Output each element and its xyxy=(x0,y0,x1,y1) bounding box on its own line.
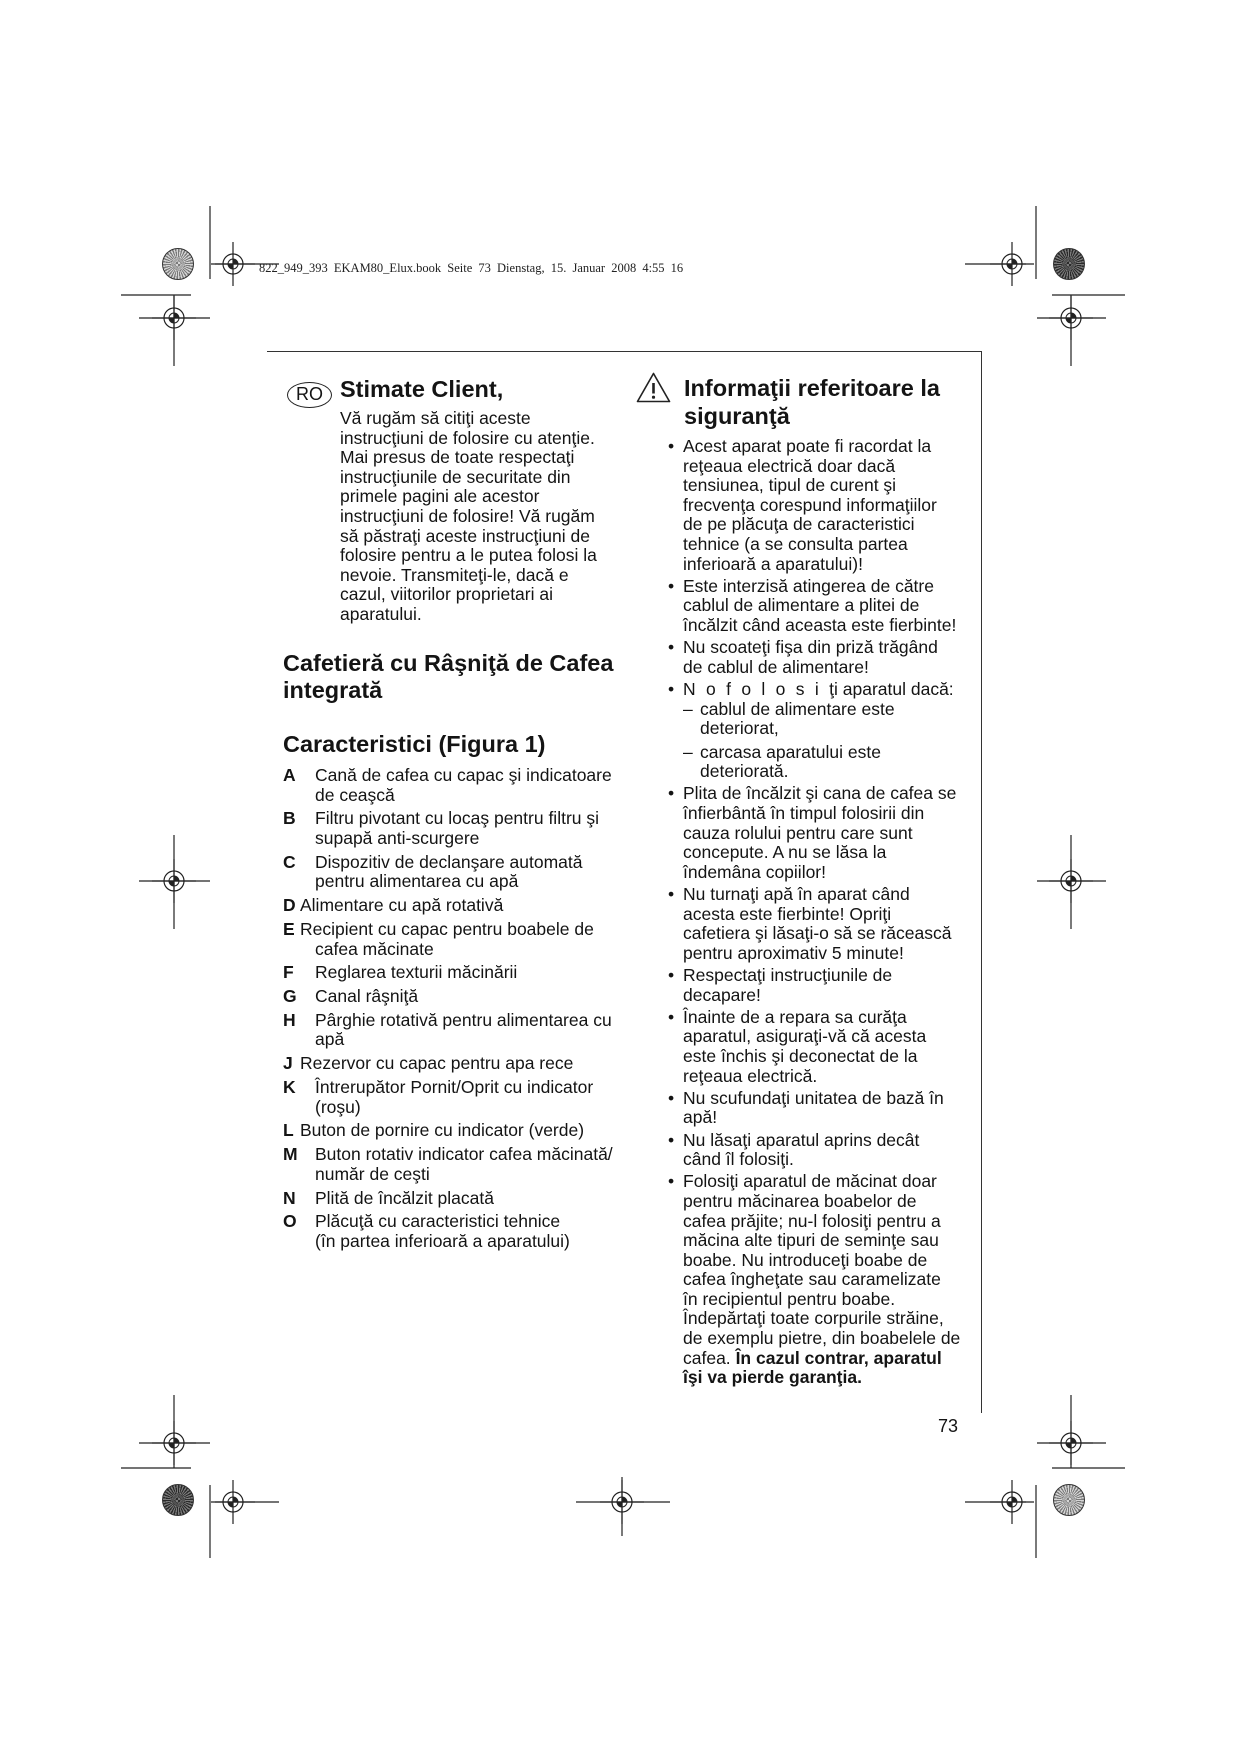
feature-item xyxy=(283,963,613,983)
spaced-lead-text: N o f o l o s i xyxy=(683,678,819,699)
text-line: reţeaua electrică. xyxy=(683,1065,818,1086)
feature-letter: J xyxy=(283,1053,293,1074)
text-line: Îndepărtaţi toate corpurile străine, xyxy=(683,1308,944,1329)
text-line: Nu scoateţi fişa din priză trăgând xyxy=(683,637,938,658)
feature-letter: G xyxy=(283,986,297,1007)
text-line: Este interzisă atingerea de către xyxy=(683,575,934,596)
text-line: de cablul de alimentare! xyxy=(683,656,869,677)
text-line: deteriorată. xyxy=(700,761,789,782)
bullet-marker: • xyxy=(668,783,675,804)
safety-item-text xyxy=(683,784,960,882)
safety-item xyxy=(668,1008,960,1086)
feature-letter: N xyxy=(283,1187,296,1208)
text-line: măcina alte tipuri de seminţe sau xyxy=(683,1230,939,1251)
text-line: Pârghie rotativă pentru alimentarea cu xyxy=(315,1009,612,1030)
safety-sub-item xyxy=(683,700,960,739)
text-line: Dispozitiv de declanşare automată xyxy=(315,851,583,872)
feature-letter: F xyxy=(283,962,294,983)
safety-item xyxy=(668,1089,960,1128)
features-heading: Caracteristici (Figura 1) xyxy=(283,731,546,757)
feature-item xyxy=(283,987,613,1007)
safety-item-text xyxy=(683,1131,960,1170)
feature-description xyxy=(315,766,613,805)
feature-letter: H xyxy=(283,1009,296,1030)
text-line: de exemplu pietre, din boabelele de xyxy=(683,1328,961,1349)
bullet-marker: • xyxy=(668,1171,675,1192)
text-line: Recipient cu capac pentru boabele de xyxy=(300,918,594,939)
text-line: Nu lăsaţi aparatul aprins decât xyxy=(683,1129,920,1150)
dash-marker: – xyxy=(683,741,693,762)
text-line: în recipientul pentru boabe. xyxy=(683,1288,896,1309)
bullet-marker: • xyxy=(668,884,675,905)
text-line: tehnice (a se consulta partea xyxy=(683,533,908,554)
feature-description xyxy=(300,1053,613,1074)
text-line: pentru alimentarea cu apă xyxy=(315,871,519,892)
text-line: încălzit când aceasta este fierbinte! xyxy=(683,614,957,635)
registration-mark xyxy=(1049,296,1093,340)
registration-mark xyxy=(990,242,1034,286)
registration-mark xyxy=(211,242,255,286)
registration-mark xyxy=(1049,1421,1093,1465)
feature-description xyxy=(300,1120,613,1141)
feature-description xyxy=(315,1145,613,1184)
safety-item xyxy=(668,885,960,963)
bullet-marker: • xyxy=(668,965,675,985)
registration-mark xyxy=(152,296,196,340)
text-line: pentru aproximativ 5 minute! xyxy=(683,942,904,963)
text-line: Filtru pivotant cu locaş pentru filtru şi xyxy=(315,808,600,829)
text-line: acesta este fierbinte! Opriţi xyxy=(683,903,892,924)
safety-heading-line: Informaţii referitoare la xyxy=(684,375,940,401)
feature-item xyxy=(283,766,613,805)
warranty-warning: În cazul contrar, aparatul xyxy=(735,1347,942,1368)
feature-item xyxy=(283,1212,613,1251)
feature-description xyxy=(315,853,613,892)
text-line: Alimentare cu apă rotativă xyxy=(300,895,504,916)
feature-item xyxy=(283,1011,613,1050)
text-line: cafetiera şi lăsaţi-o să se răcească xyxy=(683,923,952,944)
text-line: aparatul, asiguraţi-vă că acesta xyxy=(683,1026,927,1047)
text-line: când îl folosiţi. xyxy=(683,1149,794,1170)
text-line: apă xyxy=(315,1029,345,1050)
text-line: apă! xyxy=(683,1107,718,1128)
safety-item xyxy=(668,1172,960,1388)
language-badge: RO xyxy=(287,382,332,408)
feature-letter: D xyxy=(283,895,296,916)
feature-item xyxy=(283,920,613,959)
text-line: Buton de pornire cu indicator (verde) xyxy=(300,1120,585,1141)
text-line: cafea măcinate xyxy=(315,938,434,959)
text-line: să păstraţi aceste instrucţiuni de xyxy=(340,525,590,546)
text-line: supapă anti-scurgere xyxy=(315,827,480,848)
feature-description xyxy=(315,1011,613,1050)
safety-item-text xyxy=(683,1008,960,1086)
feature-description xyxy=(315,963,613,983)
text-line: Plita de încălzit şi cana de cafea se xyxy=(683,783,957,804)
dash-marker: – xyxy=(683,698,693,719)
text-line: Folosiţi aparatul de măcinat doar xyxy=(683,1171,937,1192)
text-line: frecvenţa corespund informaţiilor xyxy=(683,494,937,515)
product-title-line: Cafetieră cu Râşniţă de Cafea xyxy=(283,650,614,676)
safety-item xyxy=(668,680,960,782)
feature-item xyxy=(283,1189,613,1209)
feature-letter: E xyxy=(283,918,295,939)
feature-letter: L xyxy=(283,1120,294,1141)
text-line: Rezervor cu capac pentru apa rece xyxy=(300,1053,574,1074)
feature-letter: B xyxy=(283,808,296,829)
print-file-info: 822_949_393 EKAM80_Elux.book Seite 73 Dienstag, 15. Januar 2008 4:55 16 xyxy=(259,261,684,275)
warning-triangle-icon xyxy=(636,372,671,403)
registration-mark xyxy=(152,859,196,903)
safety-item-text xyxy=(683,966,960,1005)
text-line: cablul de alimentare a plitei de xyxy=(683,595,920,616)
text-line: boabe. Nu introduceţi boabe de xyxy=(683,1249,928,1270)
color-registration-mark xyxy=(1053,1484,1085,1516)
safety-item-text xyxy=(683,577,960,636)
feature-description xyxy=(300,895,613,916)
registration-mark xyxy=(990,1480,1034,1524)
text-line: inferioară a aparatului)! xyxy=(683,553,863,574)
bullet-marker: • xyxy=(668,1129,675,1150)
text-line: aparatului. xyxy=(340,603,422,624)
text-line: Plăcuţă cu caracteristici tehnice xyxy=(315,1211,561,1232)
safety-list xyxy=(668,437,960,1388)
feature-letter: K xyxy=(283,1077,296,1097)
safety-item xyxy=(668,966,960,1005)
text-line: cafea îngheţate sau caramelizate xyxy=(683,1269,941,1290)
crop-lines xyxy=(121,206,1125,1558)
text-line: Acest aparat poate fi racordat la xyxy=(683,436,932,456)
text-line: cablul de alimentare este xyxy=(700,698,895,719)
bullet-marker: • xyxy=(668,436,675,456)
text-line: decapare! xyxy=(683,984,761,1005)
text-line: pentru măcinarea boabelor de xyxy=(683,1190,917,1211)
feature-letter: O xyxy=(283,1211,297,1232)
welcome-heading: Stimate Client, xyxy=(340,376,504,402)
bullet-marker: • xyxy=(668,575,675,596)
safety-sub-item-text xyxy=(700,700,960,739)
color-registration-mark xyxy=(162,248,194,280)
safety-item xyxy=(668,1131,960,1170)
safety-item-text xyxy=(683,437,960,574)
warranty-warning: îşi va pierde garanţia. xyxy=(683,1367,862,1388)
safety-item xyxy=(668,437,960,574)
text-line: îndemâna copiilor! xyxy=(683,861,826,882)
safety-item-text xyxy=(683,638,960,677)
feature-description xyxy=(315,1212,613,1251)
text-line: nevoie. Transmiteţi-le, dacă e xyxy=(340,564,569,585)
text-line: Canal râşniţă xyxy=(315,986,419,1007)
feature-item xyxy=(283,896,613,916)
bullet-marker: • xyxy=(668,1006,675,1027)
text-line: instrucţiunile de securitate din xyxy=(340,466,571,487)
feature-item xyxy=(283,1054,613,1074)
text-line: Buton rotativ indicator cafea măcinată/ xyxy=(315,1144,613,1165)
text-fragment: cafea. xyxy=(683,1347,731,1368)
safety-item-text xyxy=(683,885,960,963)
page-number: 73 xyxy=(938,1416,959,1436)
feature-description xyxy=(315,1189,613,1209)
safety-item-text xyxy=(683,680,960,782)
text-line: reţeaua electrică doar dacă xyxy=(683,455,896,476)
text-line: înfierbântă în timpul folosirii din xyxy=(683,803,925,824)
text-line: Nu turnaţi apă în aparat când xyxy=(683,884,910,905)
text-line: număr de ceşti xyxy=(315,1163,430,1184)
text-line: Plită de încălzit placată xyxy=(315,1187,494,1208)
content-frame-right-border xyxy=(981,351,982,1413)
feature-item xyxy=(283,809,613,848)
text-line: (roşu) xyxy=(315,1096,361,1117)
text-line: Întrerupător Pornit/Oprit cu indicator xyxy=(315,1077,594,1097)
registration-mark xyxy=(1049,859,1093,903)
bullet-marker: • xyxy=(668,637,675,658)
text-line: cazul, viitorilor proprietari ai xyxy=(340,584,553,605)
text-line: instrucţiuni de folosire! Vă rugăm xyxy=(340,505,595,526)
feature-description xyxy=(300,918,613,959)
text-line: de ceaşcă xyxy=(315,784,395,805)
content-frame-top-border xyxy=(267,351,982,352)
text-line: Cană de cafea cu capac şi indicatoare xyxy=(315,765,612,785)
safety-sub-item-text xyxy=(700,743,960,782)
text-line: concepute. A nu se lăsa la xyxy=(683,842,887,863)
registration-mark xyxy=(600,1480,644,1524)
welcome-text xyxy=(340,409,597,625)
feature-letter: M xyxy=(283,1144,298,1165)
feature-letter: C xyxy=(283,851,296,872)
features-list xyxy=(283,766,613,1252)
bullet-marker: • xyxy=(668,1087,675,1108)
safety-item xyxy=(668,784,960,882)
safety-heading xyxy=(684,374,940,430)
text-line: tensiunea, tipul de curent şi xyxy=(683,475,897,496)
text-line: folosire pentru a le putea folosi la xyxy=(340,545,597,566)
safety-heading-line: siguranţă xyxy=(684,403,790,429)
feature-item xyxy=(283,1145,613,1184)
safety-sub-item xyxy=(683,743,960,782)
safety-item xyxy=(668,638,960,677)
text-line xyxy=(683,1349,960,1369)
feature-item xyxy=(283,853,613,892)
text-line: deteriorat, xyxy=(700,718,779,739)
bullet-marker: • xyxy=(668,678,675,699)
product-title xyxy=(283,650,613,704)
text-line: Reglarea texturii măcinării xyxy=(315,962,518,983)
feature-item xyxy=(283,1078,613,1117)
feature-letter: A xyxy=(283,765,296,785)
text-line: instrucţiuni de folosire cu atenţie. xyxy=(340,427,595,448)
feature-item xyxy=(283,1121,613,1141)
text-line: cauza rolului pentru care sunt xyxy=(683,822,913,843)
product-title-line: integrată xyxy=(283,677,383,703)
color-registration-mark xyxy=(1053,248,1085,280)
feature-description xyxy=(315,987,613,1007)
text-fragment: ţi aparatul dacă: xyxy=(829,678,954,699)
text-line xyxy=(683,680,960,700)
safety-item-text xyxy=(683,1172,960,1388)
text-line: Vă rugăm să citiţi aceste xyxy=(340,408,531,428)
text-line: Înainte de a repara sa curăţa xyxy=(683,1006,907,1027)
safety-item-text xyxy=(683,1089,960,1128)
text-line: cafea prăjite; nu-l folosiţi pentru a xyxy=(683,1210,941,1231)
registration-mark xyxy=(152,1421,196,1465)
text-line: (în partea inferioară a aparatului) xyxy=(315,1230,570,1251)
feature-description xyxy=(315,809,613,848)
text-line: Mai presus de toate respectaţi xyxy=(340,447,575,468)
text-line: Respectaţi instrucţiunile de xyxy=(683,965,893,985)
text-line: de pe plăcuţa de caracteristici xyxy=(683,514,915,535)
registration-mark xyxy=(211,1480,255,1524)
safety-item xyxy=(668,577,960,636)
feature-description xyxy=(315,1078,613,1117)
text-line: primele pagini ale acestor xyxy=(340,486,540,507)
text-line: Nu scufundaţi unitatea de bază în xyxy=(683,1087,944,1108)
text-line: este închis şi deconectat de la xyxy=(683,1045,918,1066)
text-line: carcasa aparatului este xyxy=(700,741,881,762)
color-registration-mark xyxy=(162,1484,194,1516)
